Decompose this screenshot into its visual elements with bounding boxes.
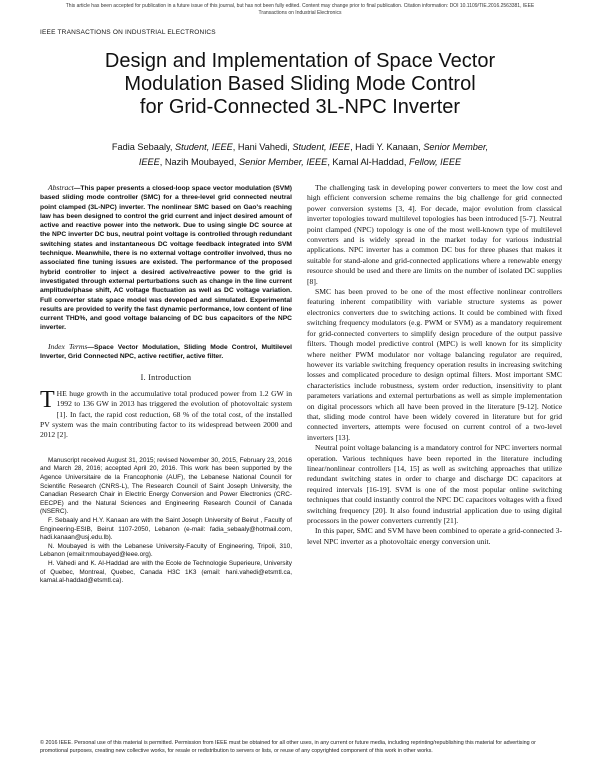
author-4-role: Senior Member, IEEE xyxy=(238,157,328,167)
author-2-name: , Hani Vahedi, xyxy=(232,142,293,152)
index-terms-dash: — xyxy=(87,343,94,351)
journal-header: IEEE TRANSACTIONS ON INDUSTRIAL ELECTRONICS xyxy=(40,29,216,36)
abstract-dash: — xyxy=(73,185,81,192)
index-terms-text: Space Vector Modulation, Sliding Mode Control, Multilevel Inverter, Grid Connected NPC, active rectifier, active filter. xyxy=(40,343,292,361)
publication-notice xyxy=(0,3,600,17)
author-4-name: , Nazih Moubayed, xyxy=(159,157,239,167)
intro-paragraph-1-text: HE huge growth in the accumulative total produced power from 1.2 GW in 1992 to 136 GW in 2013 has triggered the evolution of photovoltaic system [1]. In fact, the rapid cost reduction, 68 % of the total cost, of the installed PV system was the main contributing factor to its widespread between 2000 and 2012 [2]. xyxy=(40,388,292,440)
author-2-role: Student, IEEE xyxy=(292,142,351,152)
abstract-heading: Abstract xyxy=(48,183,74,192)
footnote xyxy=(40,457,292,586)
author-3-name: , Hadi Y. Kanaan, xyxy=(350,142,424,152)
index-terms xyxy=(40,342,292,362)
footnote-affiliation-2: N. Moubayed is with the Lebanese University-Faculty of Engineering, Tripoli, 310, Lebanon (email:nmoubayed@leee.org). xyxy=(40,542,292,559)
section-heading-introduction: I. Introduction xyxy=(140,373,192,383)
abstract-text: This paper presents a closed-loop space vector modulation (SVM) based sliding mode controller (SMC) for a three-level grid connected neutral point clamped (3L-NPC) inverter. The nonlinear SMC based on Gao's reaching law has been designed to control the grid current and inject desired amount of active and reactive power into the network. Due to using single DC source at the NPC inverter DC bus, neutral point voltage is controlled through redundant switching states and instantaneous DC voltage feedback integrated into SVM technique. Meanwhile, there is no external voltage controller involved, thus no associated fine tuning issues are existed. The performance of the proposed hybrid controller to inject a desired active/reactive power to the grid is investigated through external perturbations such as change in the line current amplitude/phase shift, AC voltage fluctuation as well as DC voltage variation. Full converter state space model was developed and simulated. Experimental results are provided to verify the fast dynamic performance, low content of line current THD%, and good voltage balancing of DC bus capacitors of the NPC inverter. xyxy=(40,185,292,332)
right-column xyxy=(307,183,562,547)
title-line-2: Modulation Based Sliding Mode Control xyxy=(124,73,476,95)
footnote-manuscript: Manuscript received August 31, 2015; revised November 30, 2015, February 23, 2016 and March 28, 2016; accepted April 20, 2016. This work has been supported by the Agence Universitaire de la Francophonie (AUF), the Lebanese National Council for Scientific Research (CNRS-L), The Research Council of Saint Joseph University, the Canadian Research Chair in Electric Energy Conversion and Power Electronics (CRC-EECPE) and the Natural Sciences and Engineering Research Council of Canada (NSERC). xyxy=(40,456,292,516)
notice-line-1: This article has been accepted for publication in a future issue of this journal, but has not been fully edited. Content may change prior to final publication. Citation information: DOI 10.1109/TIE.2016.2563381, IEEE xyxy=(65,3,535,9)
right-paragraph-1: The challenging task in developing power converters to meet the low cost and high efficient conversion scheme remains the big challenge for grid connected power conversion systems [3, 4]. For decade, major evolution from classical inverter topologies toward multilevel topologies has been introduced [5-7]. Neutral point clamped (NPC) topology is one of the most well-known type of multilevel converters and is widely spread in the market today for various industrial applications. NPC inverter has a common DC bus for three phases that makes it suitable for stand-alone and grid-connected applications where a renewable energy resource should be used and there are limits on the number of isolated DC supplies [8]. xyxy=(307,183,562,286)
title-line-1: Design and Implementation of Space Vector xyxy=(104,50,496,72)
paper-title xyxy=(30,50,570,119)
right-paragraph-3: Neutral point voltage balancing is a mandatory control for NPC inverters normal operation. Various techniques have been reported in the literature including linear/nonlinear controllers [14, 15] as well as switching approaches that utilize redundant switching states in order to charge and discharge DC capacitors at required intervals [16-19]. SVM is one of the most popular online switching techniques that could instantly control the NPC DC capacitors voltages with a fixed switching frequency [20]. It also found industrial application due to using digital processors in the power converters currently [21]. xyxy=(307,443,562,525)
intro-paragraph-1 xyxy=(40,386,292,441)
notice-line-2: Transactions on Industrial Electronics xyxy=(258,10,342,16)
left-column xyxy=(40,183,292,586)
author-3-role: Senior Member, xyxy=(423,142,489,152)
footnote-affiliation-1: F. Sebaaly and H.Y. Kanaan are with the Saint Joseph University of Beirut , Faculty of Engineering-ESIB, Beirut 1107-2050, Lebanon (e-mail: fadia_sebaaly@hotmail.com, hadi.kanaan@usj.edu.lb). xyxy=(40,516,292,542)
drop-cap: T xyxy=(40,386,55,413)
footnote-affiliation-3: H. Vahedi and K. Al-Haddad are with the Ecole de Technologie Superieure, University of Quebec, Montreal, Quebec, Canada H3C 1K3 (email: hani.vahedi@etsmtl.ca, kamal.al-haddad@etsmtl.ca). xyxy=(40,559,292,585)
index-terms-heading: Index Terms xyxy=(48,341,88,351)
author-1-role: Student, IEEE xyxy=(175,142,233,152)
author-5-name: , Kamal Al-Haddad, xyxy=(327,157,410,167)
abstract xyxy=(40,183,292,333)
right-paragraph-4: In this paper, SMC and SVM have been combined to operate a grid-connected 3-level NPC inverter as a photovoltaic energy conversion unit. xyxy=(307,526,562,546)
title-line-3: for Grid-Connected 3L-NPC Inverter xyxy=(139,96,461,118)
author-list xyxy=(40,140,560,170)
copyright-notice: © 2016 IEEE. Personal use of this material is permitted. Permission from IEEE must be obtained for all other uses, in any current or future media, including reprinting/republishing this material for advertising or promotional purposes, creating new collective works, for resale or redistribution to servers or lists, or reuse of any copyrighted component of this work in other works. xyxy=(40,740,536,754)
author-3-role-cont: IEEE xyxy=(138,157,160,167)
author-5-role: Fellow, IEEE xyxy=(409,157,462,167)
author-1-name: Fadia Sebaaly, xyxy=(111,142,176,152)
right-paragraph-2: SMC has been proved to be one of the most effective nonlinear controllers featuring inherent compatibility with variable structure systems as power electronics converters due to switching actions. It could be combined with fixed switching frequency modulators (e.g. PWM or SVM) as a mandatory requirement for grid-connected converters to simplify design procedure of the output passive filters. Though model predictive control (MPC) is well known for its simplicity where neither PWM modulator nor voltage balancing regulator are required, however its variable switching frequency operation results in increasing switching losses and complicated procedure to design optimal filters. Most important SMC characteristics include robustness, system order reduction, insensitivity to plant parameters variations and external perturbations as well as simple implementation on digital processors which all have been proved in the literature [9-12]. Notice that, sliding mode control have been widely covered in literature but for grid connected inverters, attempts were focused on current control of a two-level inverters [13]. xyxy=(307,287,562,442)
authors-line-1 xyxy=(40,140,560,155)
authors-line-2 xyxy=(40,155,560,170)
